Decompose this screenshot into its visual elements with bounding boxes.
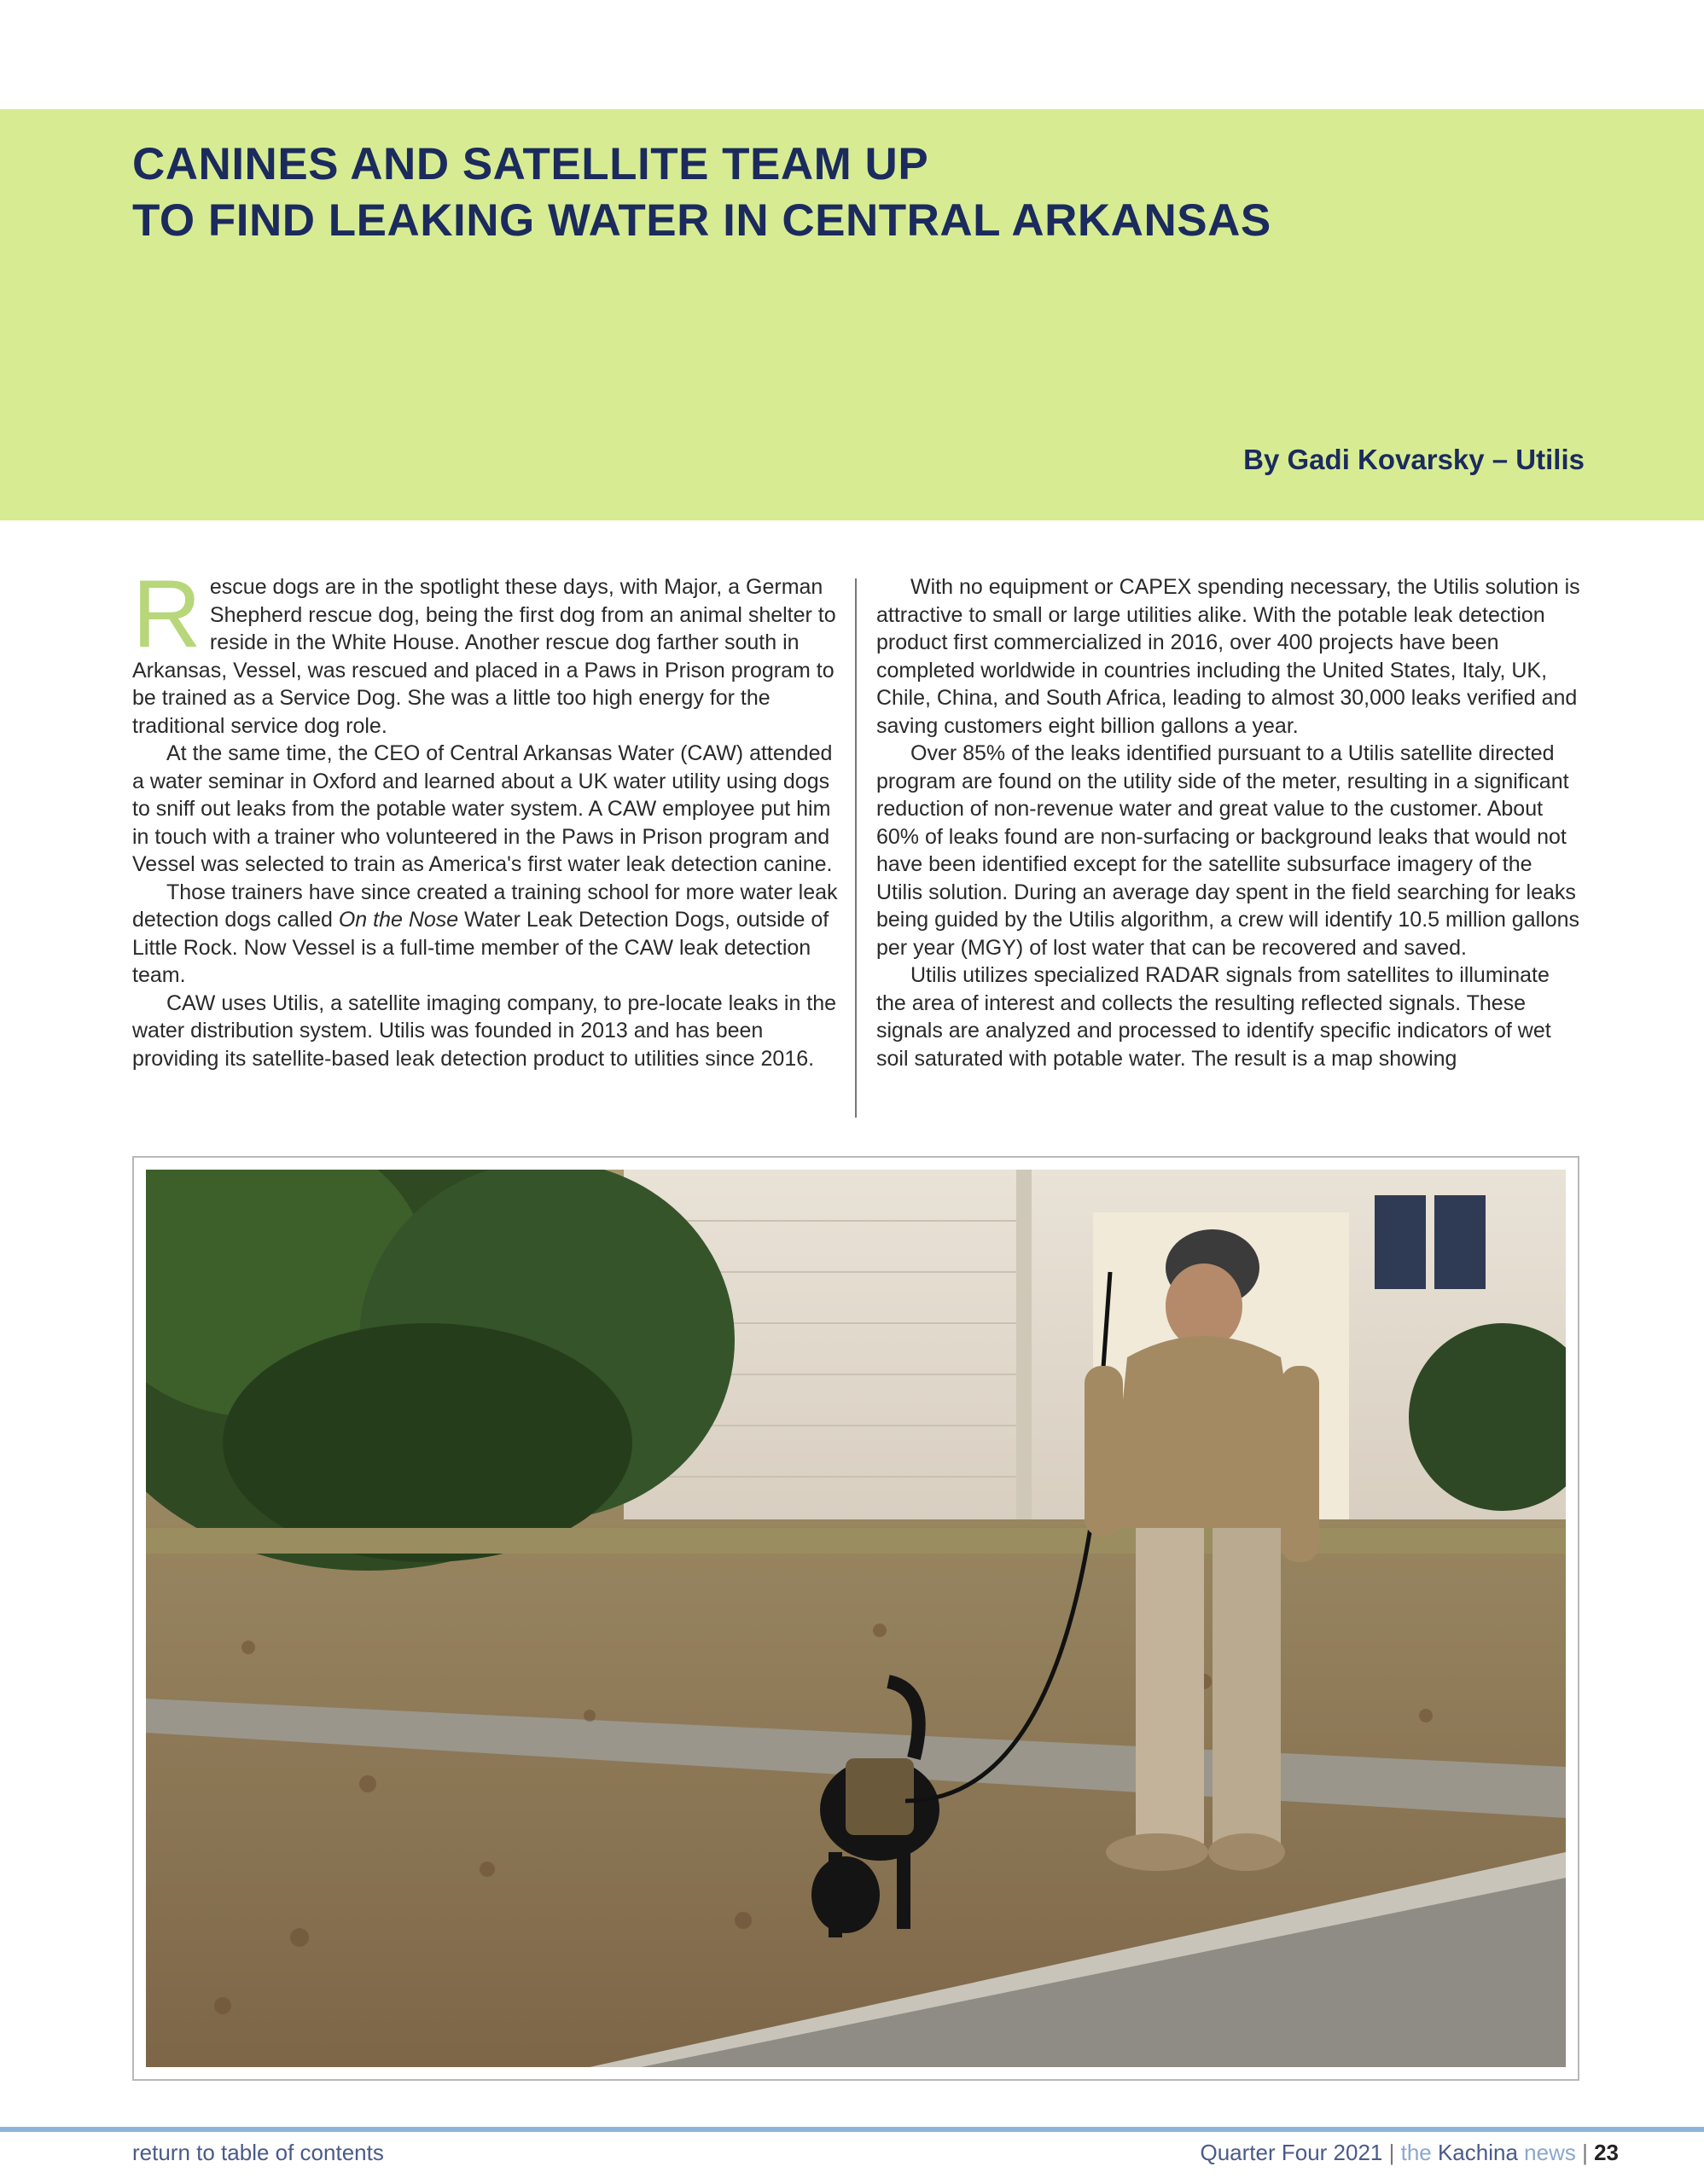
issue-label: Quarter Four 2021 [1200,2140,1383,2165]
column-divider [855,578,857,1118]
paragraph [132,879,840,990]
byline: By Gadi Kovarsky – Utilis [1243,444,1585,475]
publication-suffix: news [1517,2140,1576,2165]
paragraph: CAW uses Utilis, a satellite imaging company, to pre-locate leaks in the water distribution system. Utilis was founded in 2013 and has been providing its satellite-based leak detection product to utilities since 2016. [132,990,837,1071]
photo-dog-handler-leak-search [146,1170,1566,2067]
separator: | [1582,2140,1595,2165]
toc-link[interactable]: return to table of contents [132,2140,384,2165]
paragraph: With no equipment or CAPEX spending necessary, the Utilis solution is attractive to small or large utilities alike. With the potable leak detection product first commercialized in 2016, over 400 projects have been completed worldwide in countries including the United States, Italy, UK, Chile, China, and South Africa, leading to almost 30,000 leaks verified and saving customers eight billion gallons a year. [876,575,1580,738]
headline-line-2: TO FIND LEAKING WATER IN CENTRAL ARKANSAS [132,195,1271,246]
paragraph: Over 85% of the leaks identified pursuant to a Utilis satellite directed program are found on the utility side of the meter, resulting in a significant reduction of non-revenue water and great value to the customer. About 60% of leaks found are non-surfacing or background leaks that would not have been identified except for the satellite subsurface imagery of the Utilis solution. During an average day spent in the field searching for leaks being guided by the Utilis algorithm, a crew will identify 10.5 million gallons per year (MGY) of lost water that can be recovered and saved. [876,741,1580,960]
publication-name: Kachina [1437,2140,1518,2165]
article-headline [132,136,1271,249]
program-name: On the Nose [338,908,459,932]
paragraph-text: Those trainers have since created a training school for more water leak detection dogs called [132,880,838,932]
article-column-right [876,573,1583,1128]
paragraph [132,561,840,740]
footer-rule [0,2127,1704,2132]
publication-prefix: the [1400,2140,1438,2165]
paragraph-text: escue dogs are in the spotlight these days, with Major, a German Shepherd rescue dog, being the first dog from an animal shelter to reside in the White House. Another rescue dog farther south in Arkansas, Vessel, was rescued and placed in a Paws in Prison program to be trained as a Service Dog. She was a little too high energy for the traditional service dog role. [132,575,836,738]
page-number: 23 [1594,2140,1619,2165]
paragraph: At the same time, the CEO of Central Arkansas Water (CAW) attended a water seminar in Oxford and learned about a UK water utility using dogs to sniff out leaks from the potable water system. A CAW employee put him in touch with a trainer who volunteered in the Paws in Prison program and Vessel was selected to train as America's first water leak detection canine. [132,741,833,876]
footer-issue-info [1200,2140,1619,2166]
separator: | [1388,2140,1401,2165]
photo-illustration [146,1170,1566,2067]
photo-frame [132,1156,1579,2081]
paragraph-text: Water Leak Detection Dogs, outside of Little Rock. Now Vessel is a full-time member of the CAW leak detection team. [132,908,829,987]
paragraph: Utilis utilizes specialized RADAR signals from satellites to illuminate the area of interest and collects the resulting reflected signals. These signals are analyzed and processed to identify specific indicators of wet soil saturated with potable water. The result is a map showing [876,963,1551,1071]
drop-cap: R [132,561,201,667]
headline-line-1: CANINES AND SATELLITE TEAM UP [132,139,929,189]
article-column-left [132,561,840,1128]
